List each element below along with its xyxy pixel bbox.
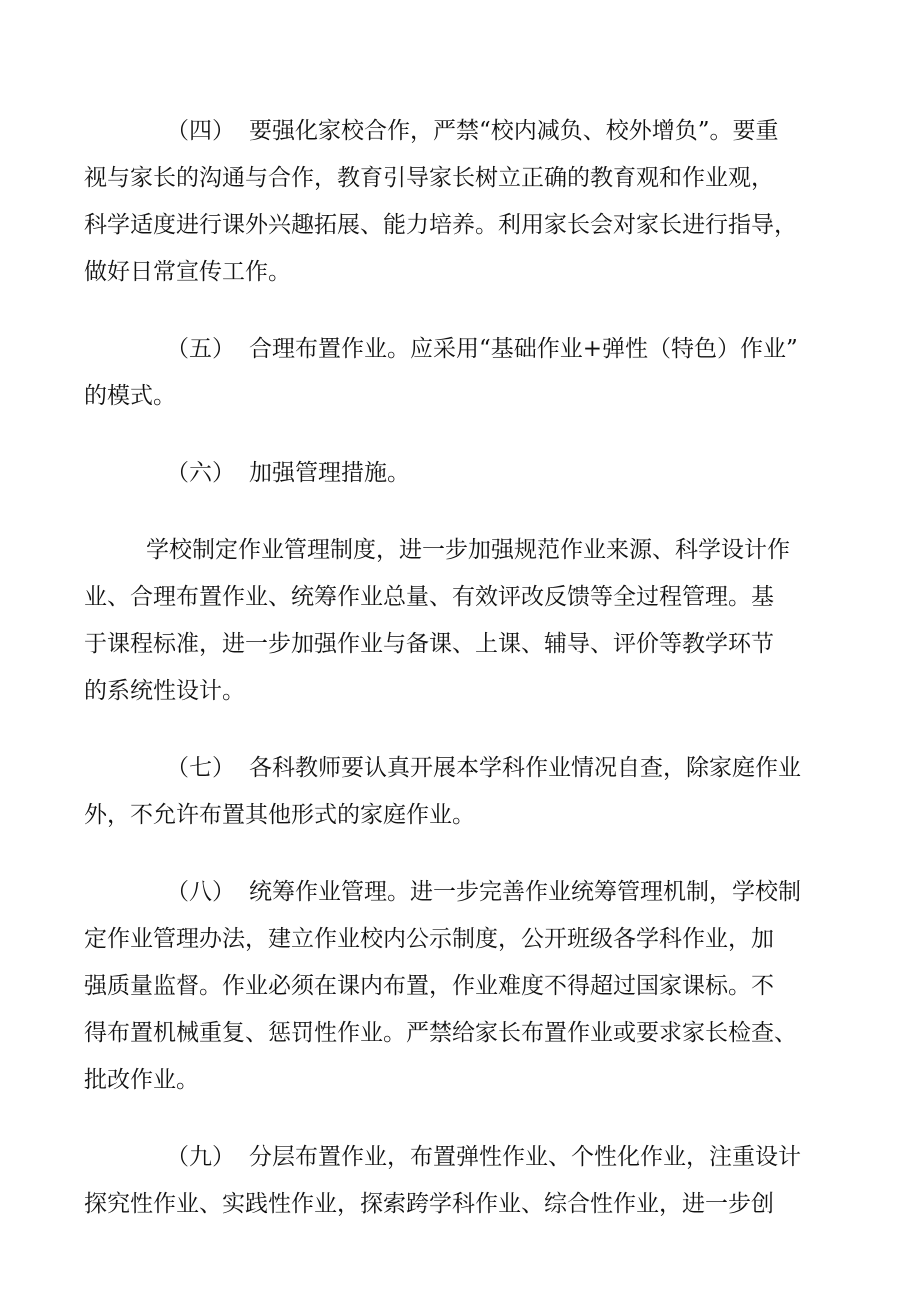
- paragraph-line: 强质量监督。作业必须在课内布置，作业难度不得超过国家课标。不: [84, 973, 774, 999]
- paragraph-marker: （四）: [166, 118, 235, 144]
- paragraph-line: 定作业管理办法，建立作业校内公示制度，公开班级各学科作业，加: [84, 926, 774, 952]
- paragraph-9: [84, 1134, 854, 1228]
- paragraph-line: 探究性作业、实践性作业，探索跨学科作业、综合性作业，进一步创: [84, 1191, 774, 1217]
- paragraph-line: 的模式。: [84, 383, 176, 409]
- paragraph-line: 科学适度进行课外兴趣拓展、能力培养。利用家长会对家长进行指导，: [84, 212, 797, 238]
- paragraph-line: 外，不允许布置其他形式的家庭作业。: [84, 802, 475, 828]
- paragraph-line: 得布置机械重复、惩罚性作业。严禁给家长布置作业或要求家长检查、: [84, 1020, 797, 1046]
- paragraph-line: 各科教师要认真开展本学科作业情况自查，除家庭作业: [249, 755, 801, 781]
- paragraph-line: 于课程标准，进一步加强作业与备课、上课、辅导、评价等教学环节: [84, 631, 774, 657]
- paragraph-line: 学校制定作业管理制度，进一步加强规范作业来源、科学设计作: [146, 537, 790, 563]
- paragraph-line: 要强化家校合作，严禁“校内减负、校外增负”。要重: [249, 118, 779, 144]
- paragraph-7: [84, 745, 854, 839]
- paragraph-line: 做好日常宣传工作。: [84, 259, 291, 285]
- paragraph-line: 统筹作业管理。进一步完善作业统筹管理机制，学校制: [249, 879, 801, 905]
- paragraph-line: 视与家长的沟通与合作，教育引导家长树立正确的教育观和作业观，: [84, 165, 774, 191]
- paragraph-5: [84, 326, 854, 420]
- paragraph-6: [84, 450, 854, 497]
- paragraph-4: [84, 108, 854, 296]
- paragraph-line: 批改作业。: [84, 1067, 199, 1093]
- paragraph-marker: （六）: [166, 460, 235, 486]
- document-page: [84, 108, 854, 1228]
- paragraph-line: 的系统性设计。: [84, 678, 245, 704]
- paragraph-line: 分层布置作业，布置弹性作业、个性化作业，注重设计: [249, 1144, 801, 1170]
- paragraph-marker: （八）: [166, 879, 235, 905]
- paragraph-marker: （七）: [166, 755, 235, 781]
- paragraph-marker: （五）: [166, 336, 235, 362]
- paragraph-line: 合理布置作业。应采用“基础作业+弹性（特色）作业”: [249, 336, 798, 362]
- paragraph-8: [84, 869, 854, 1104]
- paragraph-marker: （九）: [166, 1144, 235, 1170]
- paragraph-line: 业、合理布置作业、统筹作业总量、有效评改反馈等全过程管理。基: [84, 584, 774, 610]
- paragraph-line: 加强管理措施。: [249, 460, 410, 486]
- paragraph-body: [84, 527, 854, 715]
